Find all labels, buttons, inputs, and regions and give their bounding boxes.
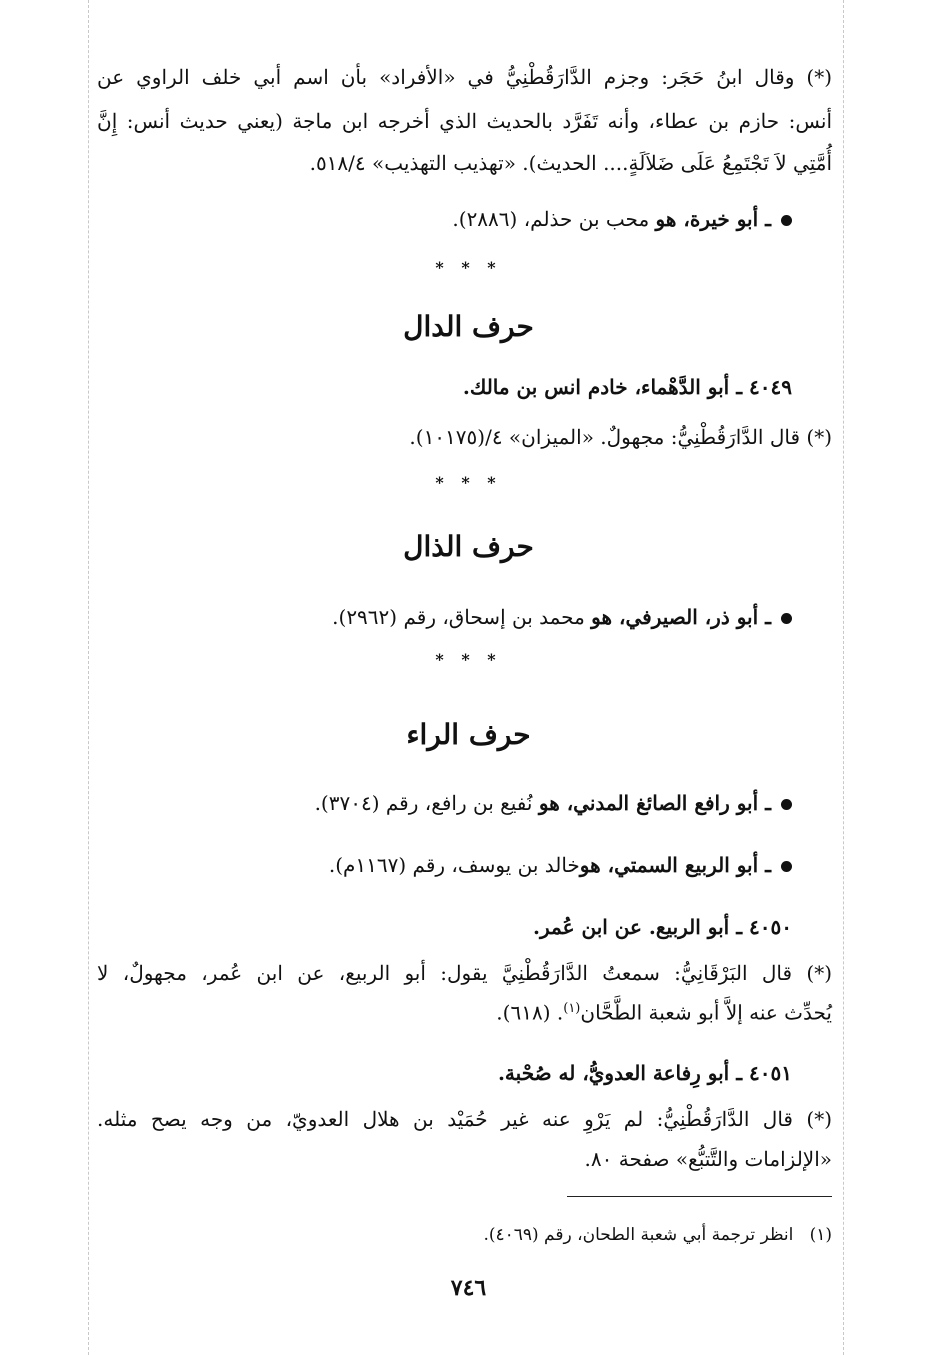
cross-reference-name: ـ أبو ذر، الصيرفي، هو	[591, 605, 771, 629]
section-heading: حرف الراء	[406, 718, 531, 751]
entry-note	[97, 996, 832, 1026]
cross-reference-entry	[329, 852, 792, 878]
cross-reference-target: محب بن حذلم، (٢٨٨٦).	[452, 207, 656, 231]
cross-reference-entry	[332, 604, 792, 630]
note-line: أنس: حازم بن عطاء، وأنه تَفَرَّد بالحديث الذي أخرجه ابن ماجة (يعني حديث أنس: إِنَّ	[97, 109, 832, 133]
note-text: . (٦١٨).	[496, 1000, 564, 1025]
cross-reference-target: محمد بن إسحاق، رقم (٢٩٦٢).	[332, 605, 592, 629]
entry-heading: ٤٠٤٩ ـ أبو الدَّهْماء، خادم انس بن مالك.	[462, 375, 792, 399]
bullet-icon	[781, 215, 792, 226]
note-text: يُحدِّث عنه إلاَّ أبو شعبة الطَّحَّان	[580, 1000, 832, 1025]
cross-reference-name: ـ أبو خيرة، هو	[655, 207, 771, 231]
section-heading: حرف الذال	[403, 530, 534, 563]
entry-heading: ٤٠٥١ ـ أبو رِفاعة العدويُّ، له صُحْبة.	[497, 1061, 792, 1085]
bullet-icon	[781, 861, 792, 872]
section-separator: * * *	[435, 650, 502, 669]
page-number: ٧٤٦	[450, 1275, 487, 1301]
note-line: أُمَّتِي لاَ تَجْتَمِعُ عَلَى ضَلاَلَةٍ.... الحديث). «تهذيب التهذيب» ٥١٨/٤.	[309, 151, 832, 175]
bullet-icon	[781, 799, 792, 810]
cross-reference-entry	[315, 790, 792, 816]
entry-note: (*) قال الدَّارَقُطْنِيُّ: مجهولٌ. «الميزان» ٤/(١٠١٧٥).	[409, 425, 832, 449]
note-line: (*) وقال ابنُ حَجَر: وجزم الدَّارَقُطْنِيُّ في «الأفراد» بأن اسم أبي خلف الراوي عن	[97, 65, 832, 89]
section-separator: * * *	[435, 473, 502, 492]
cross-reference-entry	[452, 206, 792, 232]
cross-reference-name: ـ أبو رافع الصائغ المدني، هو	[538, 791, 771, 815]
entry-note: (*) قال البَرْقَانِيُّ: سمعتُ الدَّارَقُطْنِيَّ يقول: أبو الربيع، عن ابن عُمر، مجهولٌ، لا	[97, 961, 832, 985]
cross-reference-target: نُفيع بن رافع، رقم (٣٧٠٤).	[314, 791, 539, 815]
bullet-icon	[781, 613, 792, 624]
section-separator: * * *	[435, 258, 502, 277]
scan-guide-line	[843, 0, 844, 1355]
entry-heading: ٤٠٥٠ ـ أبو الربيع. عن ابن عُمر.	[533, 915, 792, 939]
footnote-text: انظر ترجمة أبي شعبة الطحان، رقم (٤٠٦٩).	[483, 1225, 794, 1245]
footnote-marker: (١)	[809, 1225, 832, 1245]
footnote	[483, 1222, 832, 1248]
entry-note: «الإلزامات والتَّتبُّع» صفحة ٨٠.	[584, 1147, 832, 1171]
footnote-divider	[567, 1196, 832, 1197]
entry-note: (*) قال الدَّارَقُطْنِيُّ: لم يَرْوِ عنه غير حُمَيْد بن هلال العدويّ، من وجه يصح مثله.	[97, 1107, 832, 1131]
cross-reference-target: خالد بن يوسف، رقم (١١٦٧م).	[328, 853, 580, 877]
cross-reference-name: ـ أبو الربيع السمتي، هو	[579, 853, 771, 877]
scan-guide-line	[88, 0, 89, 1355]
footnote-reference: (١)	[563, 1001, 581, 1016]
section-heading: حرف الدال	[403, 310, 534, 343]
